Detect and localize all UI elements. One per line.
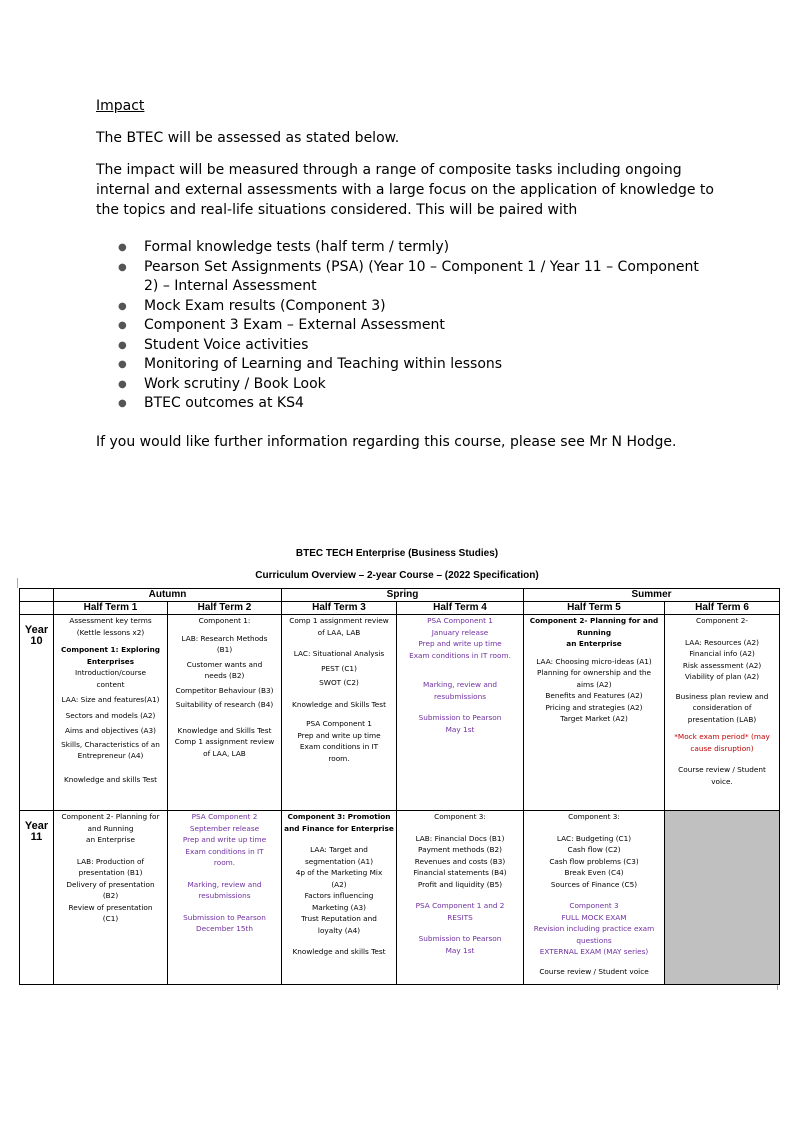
y10-half-term-4-cell: PSA Component 1 January release Prep and write up time Exam conditions in IT room. Marking, review and resubmissions Submission to Pearson May 1st	[397, 615, 524, 811]
half-term-6-header: Half Term 6	[665, 602, 780, 615]
list-item: ● Monitoring of Learning and Teaching within lessons	[96, 355, 716, 375]
term-spring: Spring	[282, 589, 524, 602]
list-item: ● BTEC outcomes at KS4	[96, 394, 716, 414]
y11-half-term-5-cell: Component 3: LAC: Budgeting (C1) Cash flow (C2) Cash flow problems (C3) Break Even (C4) Sources of Finance (C5) Component 3 FULL MOCK EXAM Revision including practice exam questions EXTERNAL EXAM (MAY series) Course review / Student voice	[524, 811, 665, 985]
half-term-5-header: Half Term 5	[524, 602, 665, 615]
year-10-row	[20, 615, 780, 811]
y11-half-term-2-cell: PSA Component 2 September release Prep and write up time Exam conditions in IT room. Marking, review and resubmissions Submission to Pearson December 15th	[168, 811, 282, 985]
intro-paragraph-1: The BTEC will be assessed as stated below.	[96, 130, 400, 146]
half-term-4-header: Half Term 4	[397, 602, 524, 615]
half-term-3-header: Half Term 3	[282, 602, 397, 615]
list-item: ● Student Voice activities	[96, 336, 716, 356]
list-item: ● Formal knowledge tests (half term / termly)	[96, 238, 716, 258]
assessment-list	[96, 238, 716, 414]
bullet-icon: ●	[118, 359, 127, 370]
half-term-header-row	[20, 602, 780, 615]
y10-half-term-2-cell: Component 1: LAB: Research Methods (B1) Customer wants and needs (B2) Competitor Behaviour (B3) Suitability of research (B4) Knowledge and Skills Test Comp 1 assignment review of LAA, LAB	[168, 615, 282, 811]
term-summer: Summer	[524, 589, 780, 602]
bullet-icon: ●	[118, 320, 127, 331]
intro-paragraph-2: The impact will be measured through a range of composite tasks including ongoing internal and external assessments with a large focus on the application of knowledge to the topics and real-life situations considered. This will be paired with	[96, 162, 714, 218]
y10-half-term-1-cell: Assessment key terms (Kettle lessons x2) Component 1: Exploring Enterprises Introduction/course content LAA: Size and features(A1) Sectors and models (A2) Aims and objectives (A3) Skills, Characteristics of an Entrepreneur (A4) Knowledge and skills Test	[54, 615, 168, 811]
y10-half-term-6-cell: Component 2- LAA: Resources (A2) Financial info (A2) Risk assessment (A2) Viability of plan (A2) Business plan review and consideration of presentation (LAB) *Mock exam period* (may cause disruption) Course review / Student voice.	[665, 615, 780, 811]
y11-half-term-1-cell: Component 2- Planning for and Running an Enterprise LAB: Production of presentation (B1) Delivery of presentation (B2) Review of presentation (C1)	[54, 811, 168, 985]
half-term-1-header: Half Term 1	[54, 602, 168, 615]
half-term-2-header: Half Term 2	[168, 602, 282, 615]
closing-paragraph: If you would like further information regarding this course, please see Mr N Hodge.	[96, 433, 677, 450]
corner-mark	[17, 578, 23, 588]
bullet-icon: ●	[118, 398, 127, 409]
list-item: ● Pearson Set Assignments (PSA) (Year 10 – Component 1 / Year 11 – Component 2) – Internal Assessment	[118, 258, 699, 294]
intro-section	[96, 96, 716, 452]
term-header-row	[20, 589, 780, 602]
curriculum-table	[19, 588, 780, 985]
y11-half-term-3-cell: Component 3: Promotion and Finance for Enterprise LAA: Target and segmentation (A1) 4p of the Marketing Mix (A2) Factors influencing Marketing (A3) Trust Reputation and loyalty (A4) Knowledge and skills Test	[282, 811, 397, 985]
y11-half-term-6-cell	[665, 811, 780, 985]
bullet-icon: ●	[118, 378, 127, 390]
list-item: ● Component 3 Exam – External Assessment	[96, 316, 716, 336]
y10-half-term-5-cell: Component 2- Planning for and Running an Enterprise LAA: Choosing micro-ideas (A1) Planning for ownership and the aims (A2) Benefits and Features (A2) Pricing and strategies (A2) Target Market (A2)	[524, 615, 665, 811]
year-10-label: Year 10	[20, 615, 54, 811]
list-item: ● Mock Exam results (Component 3)	[96, 297, 716, 317]
year-11-row	[20, 811, 780, 985]
list-item: ● Work scrutiny / Book Look	[96, 375, 716, 395]
term-autumn: Autumn	[54, 589, 282, 602]
impact-heading: Impact	[96, 98, 145, 114]
table-title: BTEC TECH Enterprise (Business Studies)	[295, 548, 499, 559]
bullet-icon: ●	[118, 261, 127, 273]
y11-half-term-4-cell: Component 3: LAB: Financial Docs (B1) Payment methods (B2) Revenues and costs (B3) Financial statements (B4) Profit and liquidity (B5) PSA Component 1 and 2 RESITS Submission to Pearson May 1st	[397, 811, 524, 985]
table-subtitle: Curriculum Overview – 2-year Course – (2022 Specification)	[255, 570, 539, 581]
bullet-icon: ●	[118, 242, 127, 253]
bullet-icon: ●	[118, 339, 127, 351]
bullet-icon: ●	[118, 300, 127, 312]
y10-half-term-3-cell: Comp 1 assignment review of LAA, LAB LAC: Situational Analysis PEST (C1) SWOT (C2) Knowledge and Skills Test PSA Component 1 Prep and write up time Exam conditions in IT room.	[282, 615, 397, 811]
year-11-label: Year 11	[20, 811, 54, 985]
